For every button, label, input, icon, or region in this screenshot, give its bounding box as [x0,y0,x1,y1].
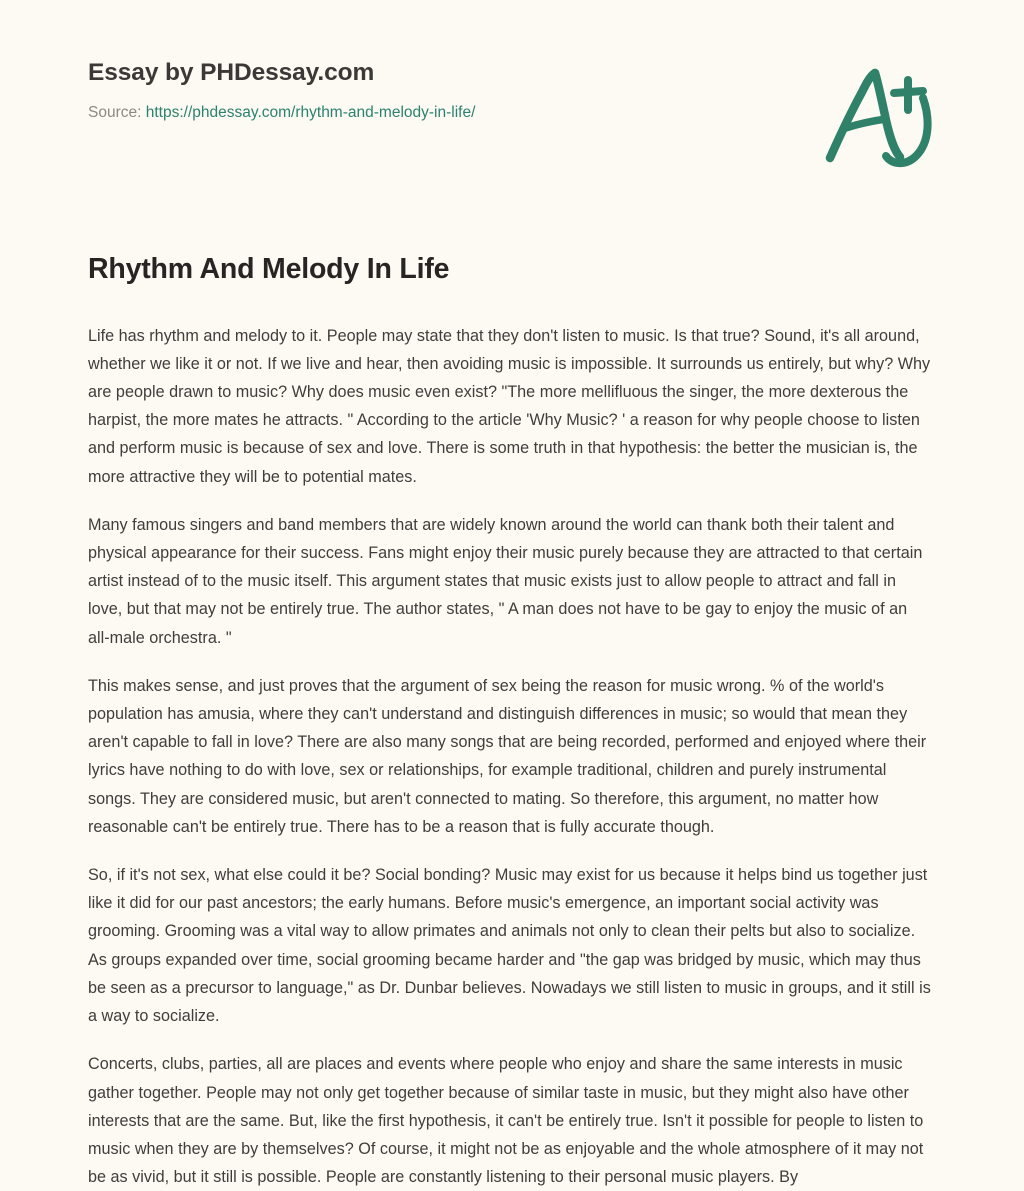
source-line [88,103,936,123]
brand-title: Essay by PHDessay.com [88,59,375,86]
a-plus-logo-glyph [820,62,940,172]
paragraph: Concerts, clubs, parties, all are places and events where people who enjoy and share the same interests in music gather together. People may not only get together because of similar taste in music, but they might also have other interests that are the same. But, like the first hypothesis, it can't be entirely true. Isn't it possible for people to listen to music when they are by themselves? Of course, it might not be as enjoyable and the whole atmosphere of it may not be as vivid, but it still is possible. People are constantly listening to their personal music players. By [88,1055,924,1187]
paragraph: This makes sense, and just proves that the argument of sex being the reason for music wrong. % of the world's population has amusia, where they can't understand and distinguish differences in music; so would that mean they aren't capable to fall in love? There are also many songs that are being recorded, performed and enjoyed where their lyrics have nothing to do with love, sex or relationships, for example traditional, children and purely instrumental songs. They are considered music, but aren't connected to mating. So therefore, this argument, no matter how reasonable can't be entirely true. There has to be a reason that is fully accurate though. [88,676,927,836]
article-body [88,322,933,1191]
source-url-link[interactable]: https://phdessay.com/rhythm-and-melody-in-life/ [145,104,476,122]
paragraph: Life has rhythm and melody to it. People may state that they don't listen to music. Is that true? Sound, it's all around, whether we like it or not. If we live and hear, then avoiding music is impossible. It surrounds us entirely, but why? Why are people drawn to music? Why does music even exist? "The more mellifluous the singer, the more dexterous the harpist, the more mates he attracts. " According to the article 'Why Music? ' a reason for why people choose to listen and perform music is because of sex and love. There is some truth in that hypothesis: the better the musician is, the more attractive they will be to potential mates. [88,326,931,486]
page-title: Rhythm And Melody In Life [88,253,450,285]
page-header [88,58,936,168]
paragraph: So, if it's not sex, what else could it be? Social bonding? Music may exist for us because it helps bind us together just like it did for our past ancestors; the early humans. Before music's emergence, an important social activity was grooming. Grooming was a vital way to allow primates and animals not only to clean their pelts but also to socialize. As groups expanded over time, social grooming became harder and "the gap was bridged by music, which may thus be seen as a precursor to language," as Dr. Dunbar believes. Nowadays we still listen to music in groups, and it still is a way to socialize. [88,866,931,1026]
paragraph: Many famous singers and band members that are widely known around the world can thank both their talent and physical appearance for their success. Fans might enjoy their music purely because they are attracted to that certain artist instead of to the music itself. This argument states that music exists just to allow people to attract and fall in love, but that may not be entirely true. The author states, " A man does not have to be gay to enjoy the music of an all-male orchestra. " [88,515,923,647]
article [88,252,933,1191]
source-label: Source: [88,104,142,122]
a-plus-logo-icon [820,62,940,172]
